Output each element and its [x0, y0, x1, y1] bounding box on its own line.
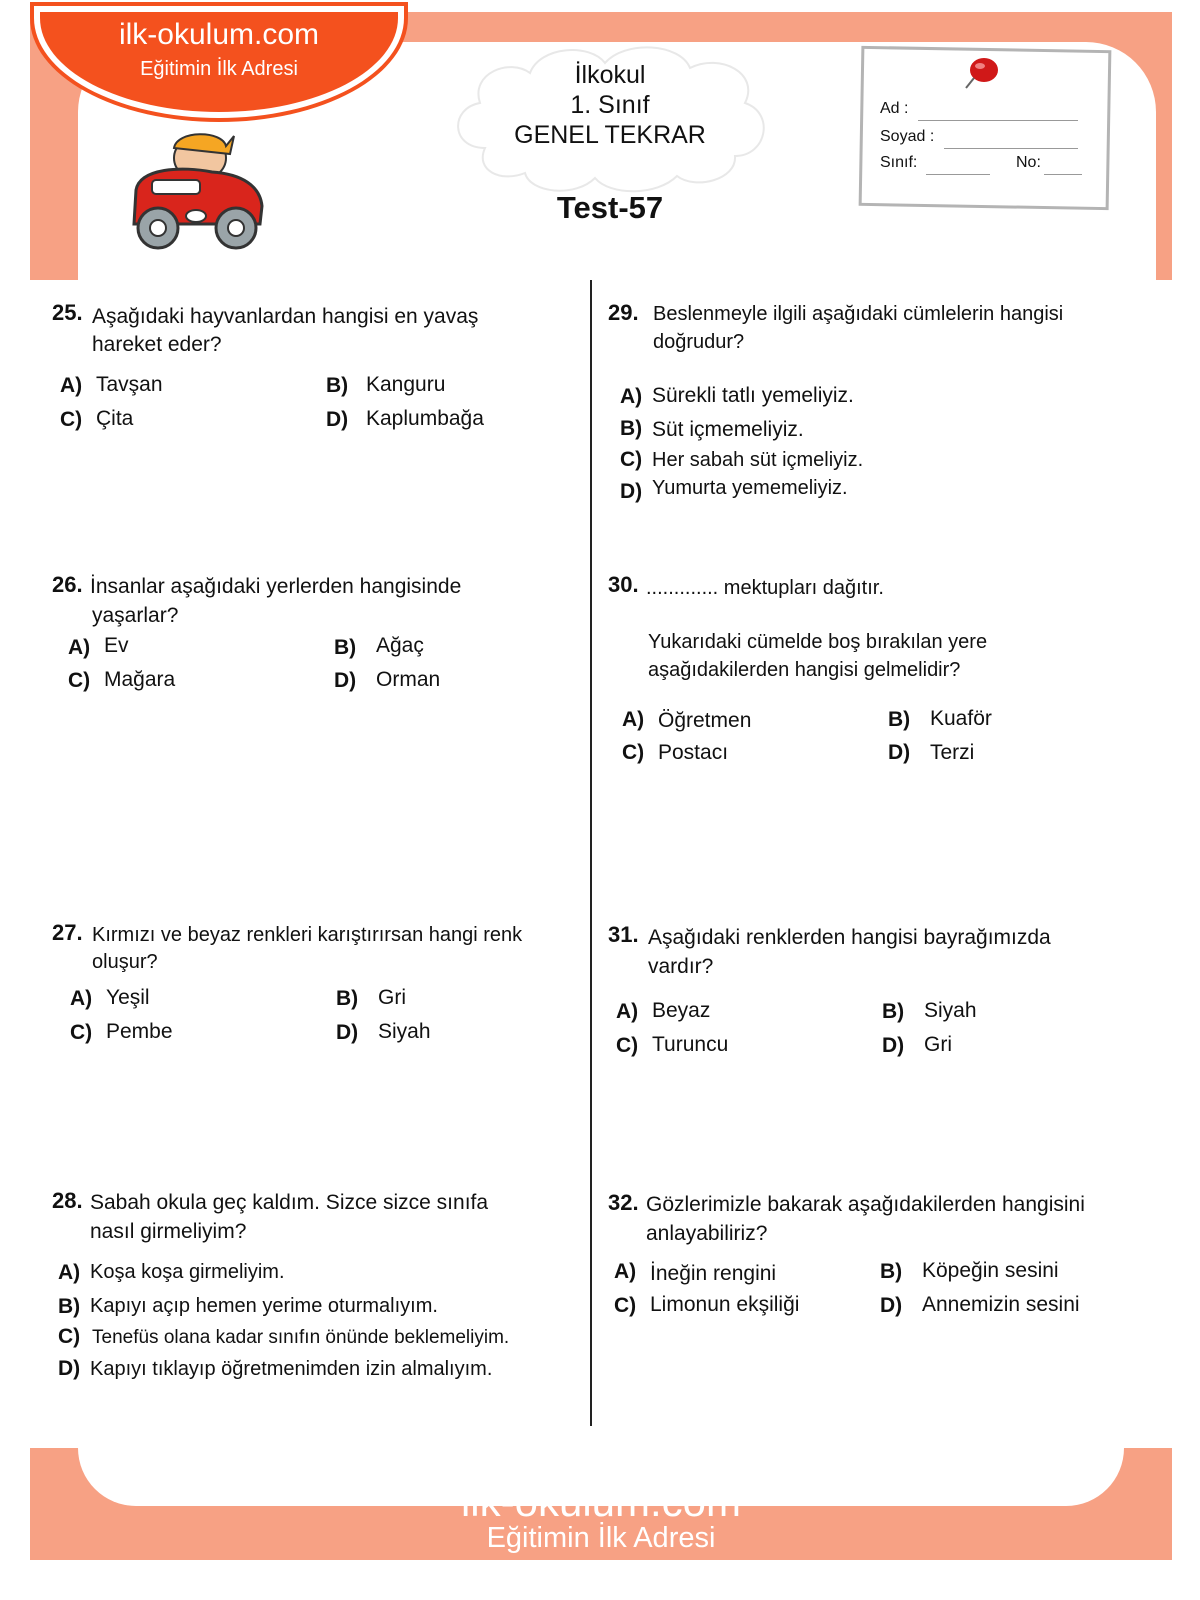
option-b-text[interactable]: Köpeğin sesini: [922, 1259, 1059, 1282]
footer-site-name: ilk-okulum.com: [460, 1478, 742, 1525]
option-a-label: A): [70, 987, 93, 1010]
question-text-line: vardır?: [648, 955, 714, 978]
option-a-label: A): [620, 385, 643, 408]
question-text-line: Aşağıdaki hayvanlardan hangisi en yavaş: [92, 305, 479, 328]
option-b-label: B): [336, 987, 359, 1010]
option-c-text[interactable]: Postacı: [658, 741, 729, 764]
footer-slogan: Eğitimin İlk Adresi: [486, 1522, 716, 1554]
option-c-text[interactable]: Her sabah süt içmeliyiz.: [652, 449, 864, 471]
option-c-label: C): [616, 1034, 639, 1057]
option-a-label: A): [58, 1261, 81, 1284]
name-label: Ad :: [880, 100, 909, 117]
footer-band: [30, 1448, 1172, 1560]
class-label: Sınıf:: [880, 154, 918, 171]
pushpin-icon: [960, 52, 1004, 92]
option-b-text[interactable]: Kanguru: [366, 373, 446, 396]
option-a-text[interactable]: İneğin rengini: [650, 1262, 777, 1285]
option-c-text[interactable]: Turuncu: [652, 1033, 729, 1056]
option-d-text[interactable]: Yumurta yememeliyiz.: [652, 477, 848, 499]
question-number: 30.: [608, 572, 639, 597]
option-c-label: C): [60, 408, 83, 431]
option-a-text[interactable]: Sürekli tatlı yemeliyiz.: [652, 384, 854, 407]
option-b-label: B): [620, 417, 643, 440]
option-c-label: C): [614, 1294, 637, 1317]
option-d-text[interactable]: Siyah: [378, 1020, 431, 1043]
question-number: 27.: [52, 920, 83, 945]
option-b-text[interactable]: Ağaç: [376, 634, 424, 657]
question-text-line: anlayabiliriz?: [646, 1222, 768, 1245]
option-d-text[interactable]: Orman: [376, 668, 441, 691]
option-c-text[interactable]: Çita: [96, 407, 134, 430]
option-d-text[interactable]: Kaplumbağa: [366, 407, 484, 430]
option-a-text[interactable]: Yeşil: [106, 986, 150, 1009]
option-b-text[interactable]: Gri: [378, 986, 406, 1009]
question-number: 29.: [608, 300, 639, 325]
option-c-label: C): [68, 669, 91, 692]
grade-label: 1. Sınıf: [570, 91, 650, 119]
option-d-label: D): [880, 1294, 903, 1317]
option-d-label: D): [334, 669, 357, 692]
option-b-label: B): [334, 636, 357, 659]
option-b-text[interactable]: Siyah: [924, 999, 977, 1022]
question-text-line: Aşağıdaki renklerden hangisi bayrağımızda: [648, 926, 1051, 949]
option-a-text[interactable]: Tavşan: [96, 373, 163, 396]
option-c-label: C): [58, 1325, 81, 1348]
logo-slogan: Eğitimin İlk Adresi: [140, 58, 298, 80]
option-d-label: D): [620, 480, 643, 503]
option-c-label: C): [622, 741, 645, 764]
question-text-line: Kırmızı ve beyaz renkleri karıştırırsan hangi renk: [92, 924, 523, 946]
question-number: 26.: [52, 572, 83, 597]
option-d-text[interactable]: Terzi: [930, 741, 975, 764]
question-text-line: İnsanlar aşağıdaki yerlerden hangisinde: [90, 575, 462, 598]
question-26: [52, 572, 582, 712]
question-text-line: hareket eder?: [92, 333, 222, 356]
question-number: 31.: [608, 922, 639, 947]
class-line: [926, 174, 990, 175]
question-text-line: Beslenmeyle ilgili aşağıdaki cümlelerin hangisi: [653, 303, 1064, 325]
question-text-line: Gözlerimizle bakarak aşağıdakilerden hangisini: [646, 1193, 1085, 1216]
column-divider: [590, 280, 592, 1426]
thought-bubbles: [255, 110, 455, 220]
question-text-line: doğrudur?: [653, 331, 745, 353]
question-subtext-line: aşağıdakilerden hangisi gelmelidir?: [648, 659, 961, 681]
question-29: [608, 300, 1148, 510]
option-d-label: D): [336, 1021, 359, 1044]
question-text-line: oluşur?: [92, 951, 158, 973]
option-d-text[interactable]: Kapıyı tıklayıp öğretmenimden izin almalıyım.: [90, 1358, 493, 1380]
name-card: [860, 48, 1110, 208]
question-number: 28.: [52, 1188, 83, 1213]
option-a-label: A): [68, 636, 91, 659]
question-number: 25.: [52, 300, 83, 325]
question-number: 32.: [608, 1190, 639, 1215]
option-d-label: D): [882, 1034, 905, 1057]
question-subtext-line: Yukarıdaki cümelde boş bırakılan yere: [648, 631, 988, 653]
number-label: No:: [1016, 154, 1041, 171]
option-a-text[interactable]: Koşa koşa girmeliyim.: [90, 1261, 285, 1283]
option-d-label: D): [888, 741, 911, 764]
name-line: [918, 120, 1078, 121]
number-line: [1044, 174, 1082, 175]
option-c-text[interactable]: Limonun ekşiliği: [650, 1293, 800, 1316]
question-text-line: nasıl girmeliyim?: [90, 1220, 247, 1243]
option-a-text[interactable]: Öğretmen: [658, 709, 752, 732]
question-31: [608, 922, 1148, 1072]
school-level: İlkokul: [574, 61, 646, 89]
option-a-text[interactable]: Ev: [104, 634, 129, 657]
option-d-label: D): [326, 408, 349, 431]
surname-label: Soyad :: [880, 128, 935, 145]
logo-site-name: ilk-okulum.com: [118, 18, 320, 51]
option-d-text[interactable]: Gri: [924, 1033, 952, 1056]
surname-line: [944, 148, 1078, 149]
option-b-label: B): [326, 374, 349, 397]
option-a-label: A): [622, 708, 645, 731]
subject-label: GENEL TEKRAR: [514, 121, 706, 149]
option-c-text[interactable]: Tenefüs olana kadar sınıfın önünde beklemeliyim.: [92, 1327, 510, 1348]
option-a-label: A): [60, 374, 83, 397]
option-c-text[interactable]: Mağara: [104, 668, 176, 691]
option-a-text[interactable]: Beyaz: [652, 999, 711, 1022]
question-30: [608, 572, 1148, 782]
option-b-label: B): [880, 1260, 903, 1283]
option-b-label: B): [58, 1295, 81, 1318]
car-cartoon-icon: [122, 128, 272, 254]
option-b-label: B): [882, 1000, 905, 1023]
option-c-label: C): [620, 448, 643, 471]
question-32: [608, 1190, 1148, 1340]
test-title: Test-57: [556, 190, 664, 225]
option-c-text[interactable]: Pembe: [106, 1020, 173, 1043]
option-a-label: A): [614, 1260, 637, 1283]
question-text-line: yaşarlar?: [92, 604, 179, 627]
option-c-label: C): [70, 1021, 93, 1044]
question-25: [52, 300, 582, 440]
option-b-text[interactable]: Kuaför: [930, 707, 992, 730]
option-b-text[interactable]: Kapıyı açıp hemen yerime oturmalıyım.: [90, 1295, 438, 1317]
option-d-label: D): [58, 1357, 81, 1380]
question-27: [52, 920, 587, 1060]
option-b-text[interactable]: Süt içmemeliyiz.: [652, 418, 804, 441]
option-d-text[interactable]: Annemizin sesini: [922, 1293, 1080, 1316]
question-text-line: Sabah okula geç kaldım. Sizce sizce sınıfa: [90, 1191, 489, 1214]
option-b-label: B): [888, 708, 911, 731]
cloud-text-block: [445, 38, 775, 198]
question-text-line: ............. mektupları dağıtır.: [646, 577, 884, 599]
question-28: [52, 1188, 588, 1388]
option-a-label: A): [616, 1000, 639, 1023]
